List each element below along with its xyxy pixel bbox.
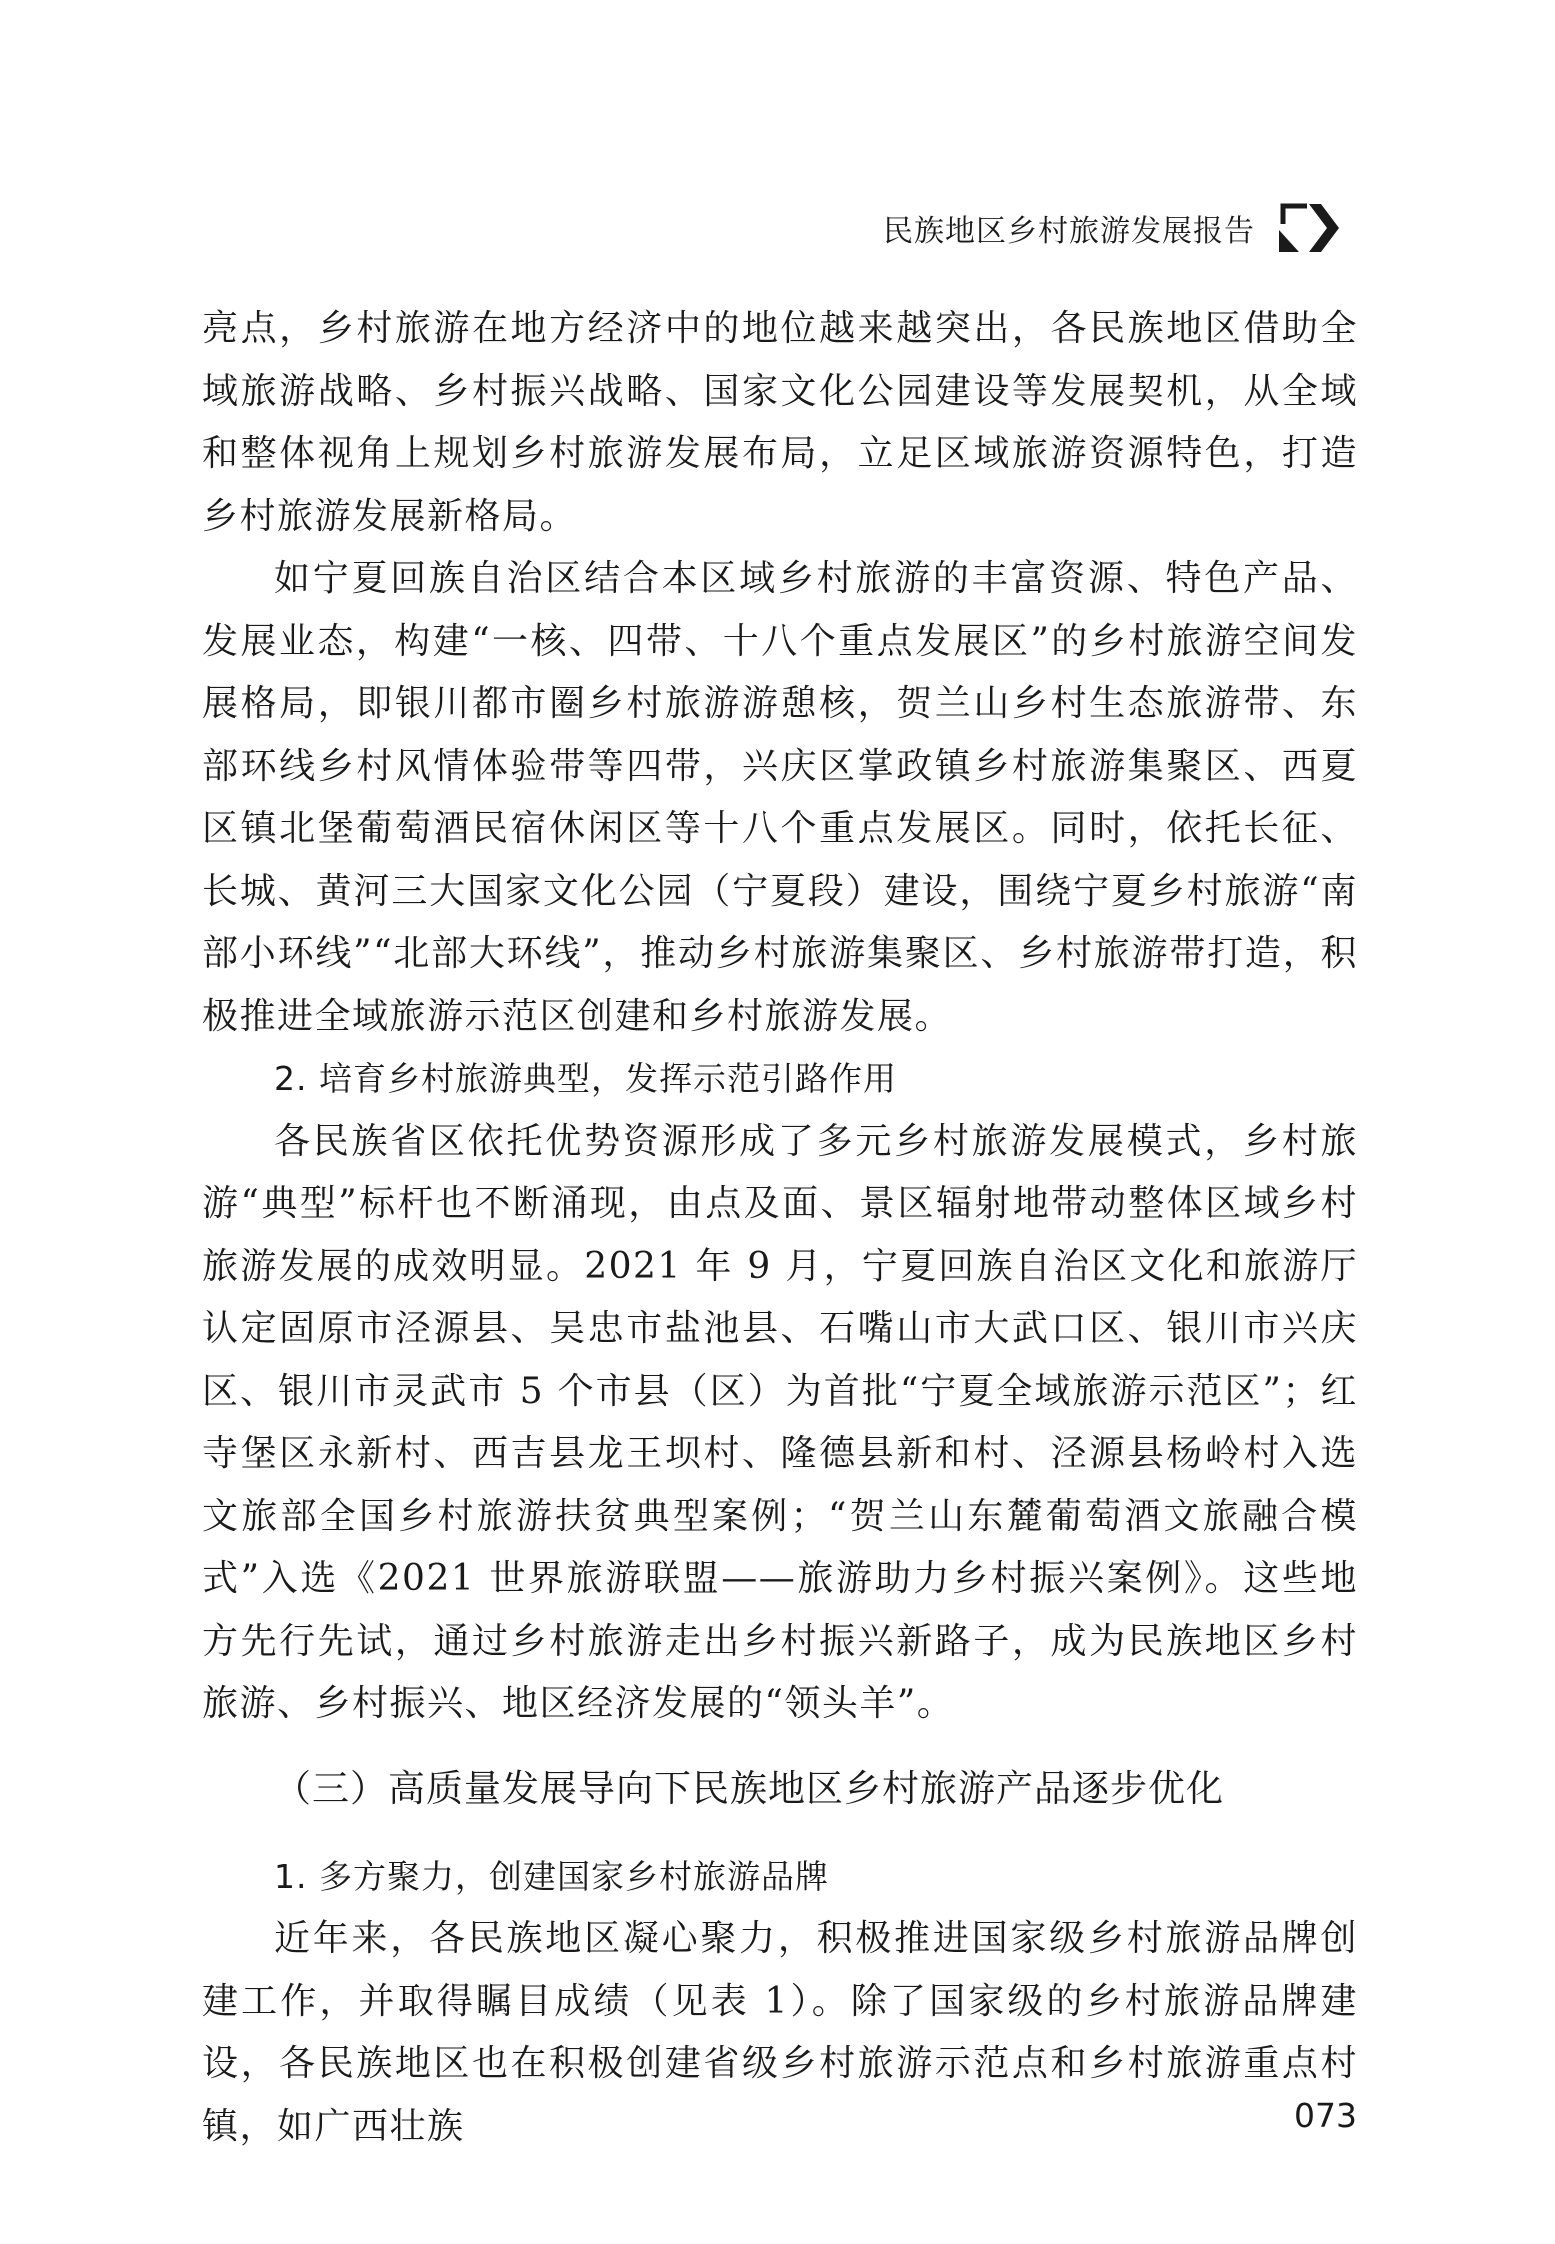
running-header-title: 民族地区乡村旅游发展报告 xyxy=(883,214,1255,249)
paragraph-1: 亮点，乡村旅游在地方经济中的地位越来越突出，各民族地区借助全域旅游战略、乡村振兴战略、国家文化公园建设等发展契机，从全域和整体视角上规划乡村旅游发展布局，立足区域旅游资源特色，打造乡村旅游发展新格局。 xyxy=(202,308,1358,537)
section-title-3: （三）高质量发展导向下民族地区乡村旅游产品逐步优化 xyxy=(274,1766,1224,1810)
chapter-arrow-icon xyxy=(1277,200,1343,256)
subheading-2: 2. 培育乡村旅游典型，发挥示范引路作用 xyxy=(274,1059,897,1098)
paragraph-2: 如宁夏回族自治区结合本区域乡村旅游的丰富资源、特色产品、发展业态，构建“一核、四带、十八个重点发展区”的乡村旅游空间发展格局，即银川都市圈乡村旅游游憩核，贺兰山乡村生态旅游带、东部环线乡村风情体验带等四带，兴庆区掌政镇乡村旅游集聚区、西夏区镇北堡葡萄酒民宿休闲区等十八个重点发展区。同时，依托长征、长城、黄河三大国家文化公园（宁夏段）建设，围绕宁夏乡村旅游“南部小环线”“北部大环线”，推动乡村旅游集聚区、乡村旅游带打造，积极推进全域旅游示范区创建和乡村旅游发展。 xyxy=(202,558,1358,1037)
page-body xyxy=(202,298,1358,2158)
page-number: 073 xyxy=(1294,2096,1357,2135)
paragraph-3: 各民族省区依托优势资源形成了多元乡村旅游发展模式，乡村旅游“典型”标杆也不断涌现，由点及面、景区辐射地带动整体区域乡村旅游发展的成效明显。2021 年 9 月，宁夏回族自治区文化和旅游厅认定固原市泾源县、吴忠市盐池县、石嘴山市大武口区、银川市兴庆区、银川市灵武市 5 个市县（区）为首批“宁夏全域旅游示范区”；红寺堡区永新村、西吉县龙王坝村、隆德县新和村、泾源县杨岭村入选文旅部全国乡村旅游扶贫典型案例；“贺兰山东麓葡萄酒文旅融合模式”入选《2021 世界旅游联盟——旅游助力乡村振兴案例》。这些地方先行先试，通过乡村旅游走出乡村振兴新路子，成为民族地区乡村旅游、乡村振兴、地区经济发展的“领头羊”。 xyxy=(202,1120,1358,1724)
running-header xyxy=(883,200,1343,256)
subheading-1: 1. 多方聚力，创建国家乡村旅游品牌 xyxy=(274,1856,829,1896)
paragraph-4: 近年来，各民族地区凝心聚力，积极推进国家级乡村旅游品牌创建工作，并取得瞩目成绩（见表 1）。除了国家级的乡村旅游品牌建设，各民族地区也在积极创建省级乡村旅游示范点和乡村旅游重点村镇，如广西壮族 xyxy=(202,1918,1358,2147)
